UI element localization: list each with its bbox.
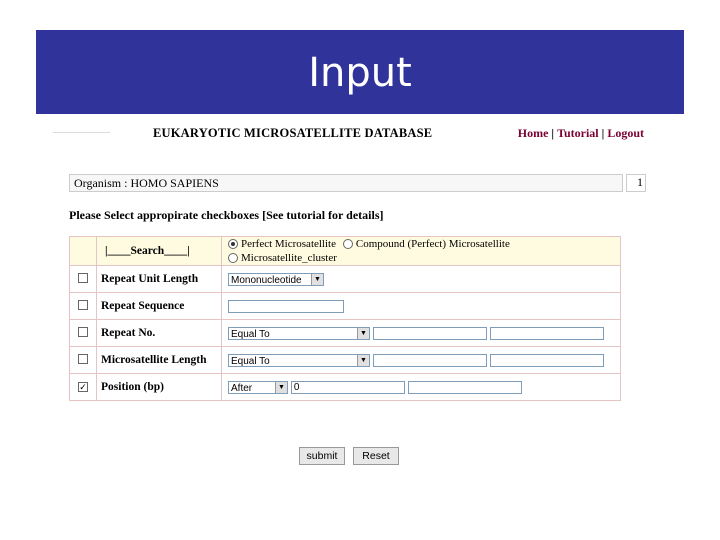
microsatellite-length-input-min[interactable] bbox=[373, 354, 487, 367]
checkbox-cell bbox=[70, 347, 97, 374]
repeat-no-input-min[interactable] bbox=[373, 327, 487, 340]
row-label: Position (bp) bbox=[97, 374, 222, 401]
radio-label: Perfect Microsatellite bbox=[241, 238, 336, 250]
form-row bbox=[70, 320, 621, 347]
position-checkbox[interactable]: ✓ bbox=[79, 382, 87, 392]
microsatellite-cluster-radio[interactable] bbox=[228, 253, 238, 263]
submit-button[interactable]: submit bbox=[299, 447, 345, 465]
microsatellite-length-input-max[interactable] bbox=[490, 354, 604, 367]
row-controls bbox=[222, 293, 621, 320]
position-select[interactable] bbox=[228, 381, 288, 394]
organism-count: 1 bbox=[626, 174, 646, 192]
microsatellite-length-checkbox[interactable] bbox=[78, 354, 88, 364]
position-input-from[interactable]: 0 bbox=[291, 381, 405, 394]
checkbox-cell bbox=[70, 266, 97, 293]
checkbox-cell bbox=[70, 374, 97, 401]
search-type-row bbox=[70, 237, 621, 266]
chevron-down-icon: ▼ bbox=[275, 382, 287, 393]
search-label: |____Search____| bbox=[105, 245, 190, 257]
checkbox-cell bbox=[70, 320, 97, 347]
repeat-sequence-checkbox[interactable] bbox=[78, 300, 88, 310]
form-row bbox=[70, 374, 621, 401]
row-controls bbox=[222, 374, 621, 401]
repeat-sequence-input[interactable] bbox=[228, 300, 344, 313]
header-divider bbox=[53, 132, 110, 149]
select-value: Mononucleotide bbox=[231, 274, 302, 286]
row-controls bbox=[222, 266, 621, 293]
chevron-down-icon: ▼ bbox=[357, 328, 369, 339]
select-value: Equal To bbox=[231, 355, 270, 367]
nav-separator: | bbox=[601, 126, 605, 140]
row-controls bbox=[222, 320, 621, 347]
perfect-microsatellite-radio[interactable] bbox=[228, 239, 238, 249]
page-header bbox=[53, 118, 650, 148]
repeat-unit-length-checkbox[interactable] bbox=[78, 273, 88, 283]
row-controls bbox=[222, 347, 621, 374]
position-input-to[interactable] bbox=[408, 381, 522, 394]
microsatellite-length-select[interactable] bbox=[228, 354, 370, 367]
chevron-down-icon: ▼ bbox=[357, 355, 369, 366]
nav-links bbox=[518, 126, 644, 141]
embedded-screenshot bbox=[53, 118, 650, 462]
row-label: Microsatellite Length bbox=[97, 347, 222, 374]
database-title: EUKARYOTIC MICROSATELLITE DATABASE bbox=[153, 126, 433, 140]
repeat-unit-length-select[interactable] bbox=[228, 273, 324, 286]
nav-separator: | bbox=[551, 126, 555, 140]
repeat-no-input-max[interactable] bbox=[490, 327, 604, 340]
row-label: Repeat Sequence bbox=[97, 293, 222, 320]
search-options-cell bbox=[222, 237, 621, 266]
select-value: Equal To bbox=[231, 328, 270, 340]
select-value: After bbox=[231, 382, 253, 394]
checkbox-cell bbox=[70, 293, 97, 320]
nav-logout-link[interactable]: Logout bbox=[607, 126, 644, 140]
organism-label: Organism : HOMO SAPIENS bbox=[74, 176, 219, 190]
empty-cell bbox=[70, 237, 97, 266]
slide-title: Input bbox=[308, 50, 412, 96]
row-label: Repeat Unit Length bbox=[97, 266, 222, 293]
search-form-table bbox=[69, 236, 621, 401]
form-row bbox=[70, 266, 621, 293]
nav-tutorial-link[interactable]: Tutorial bbox=[557, 126, 599, 140]
search-label-cell bbox=[97, 237, 222, 266]
form-row bbox=[70, 347, 621, 374]
compound-microsatellite-radio[interactable] bbox=[343, 239, 353, 249]
form-buttons bbox=[299, 446, 403, 465]
nav-home-link[interactable]: Home bbox=[517, 126, 549, 140]
repeat-no-checkbox[interactable] bbox=[78, 327, 88, 337]
reset-button[interactable]: Reset bbox=[353, 447, 399, 465]
organism-field bbox=[69, 174, 623, 192]
instructions-text: Please Select appropirate checkboxes [See tutorial for details] bbox=[69, 208, 384, 222]
radio-label: Microsatellite_cluster bbox=[241, 252, 337, 264]
form-row bbox=[70, 293, 621, 320]
chevron-down-icon: ▼ bbox=[311, 274, 323, 285]
row-label: Repeat No. bbox=[97, 320, 222, 347]
radio-label: Compound (Perfect) Microsatellite bbox=[355, 238, 510, 250]
repeat-no-select[interactable] bbox=[228, 327, 370, 340]
